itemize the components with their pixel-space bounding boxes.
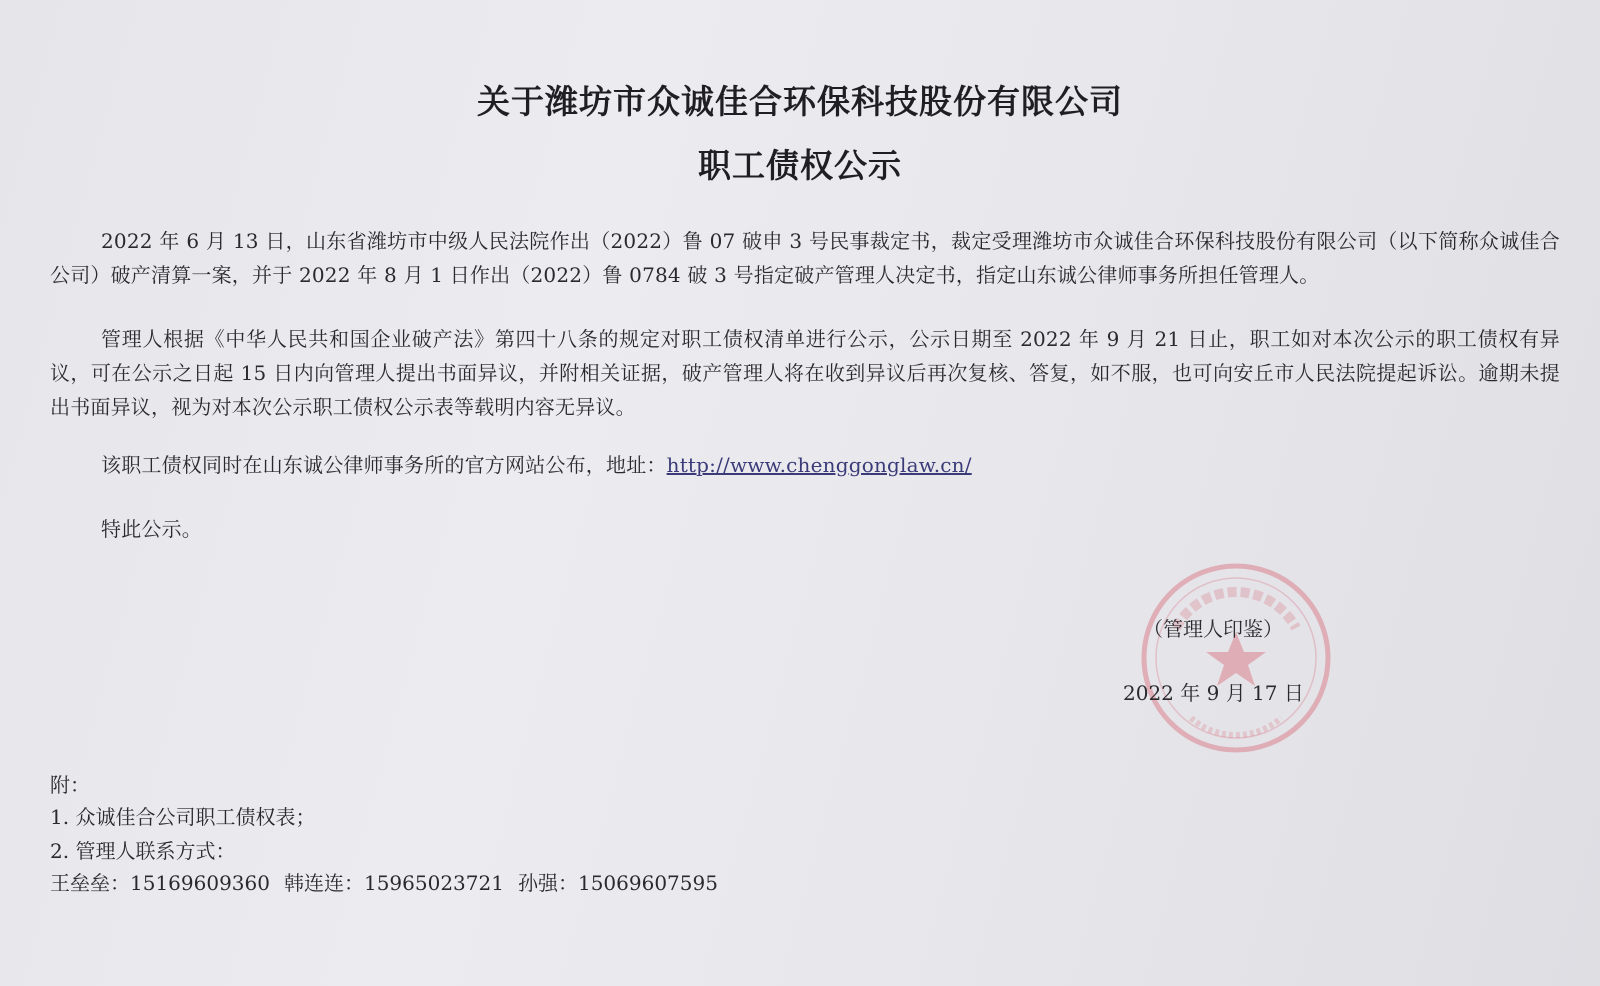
attachment-item: 1. 众诚佳合公司职工债权表； xyxy=(50,805,316,829)
official-seal-stamp xyxy=(1136,558,1336,758)
website-intro-text: 该职工债权同时在山东诚公律师事务所的官方网站公布，地址： xyxy=(101,453,667,477)
seal-label: （管理人印鉴） xyxy=(1143,617,1283,641)
closing-text: 特此公示。 xyxy=(101,517,202,541)
paragraph-website xyxy=(101,448,1501,482)
attachment-item: 2. 管理人联系方式： xyxy=(50,839,236,863)
contact-entry: 王垒垒：15169609360 xyxy=(50,871,270,895)
attachments-heading: 附： xyxy=(50,773,90,797)
paragraph-court-ruling: 2022 年 6 月 13 日，山东省潍坊市中级人民法院作出（2022）鲁 07 破申 3 号民事裁定书，裁定受理潍坊市众诚佳合环保科技股份有限公司（以下简称众诚佳合公司）破产清算一案，并于 2022 年 8 月 1 日作出（2022）鲁 0784 破 3 号指定破产管理人决定书，指定山东诚公律师事务所担任管理人。 xyxy=(50,229,1560,287)
notice-date: 2022 年 9 月 17 日 xyxy=(1123,681,1304,705)
contact-entry: 韩连连：15965023721 xyxy=(283,871,504,895)
contact-list xyxy=(50,866,718,900)
notice-title: 关于潍坊市众诚佳合环保科技股份有限公司 xyxy=(477,82,1123,121)
notice-subtitle: 职工债权公示 xyxy=(698,146,902,185)
contact-entry: 孙强：15069607595 xyxy=(517,871,718,895)
paragraph-objection-procedure: 管理人根据《中华人民共和国企业破产法》第四十八条的规定对职工债权清单进行公示，公示日期至 2022 年 9 月 21 日止，职工如对本次公示的职工债权有异议，可在公示之日起 15 日内向管理人提出书面异议，并附相关证据，破产管理人将在收到异议后再次复核、答复，如不服，也可向安丘市人民法院提起诉讼。逾期未提出书面异议，视为对本次公示职工债权公示表等载明内容无异议。 xyxy=(50,327,1560,419)
website-link[interactable]: http://www.chenggonglaw.cn/ xyxy=(666,453,972,477)
